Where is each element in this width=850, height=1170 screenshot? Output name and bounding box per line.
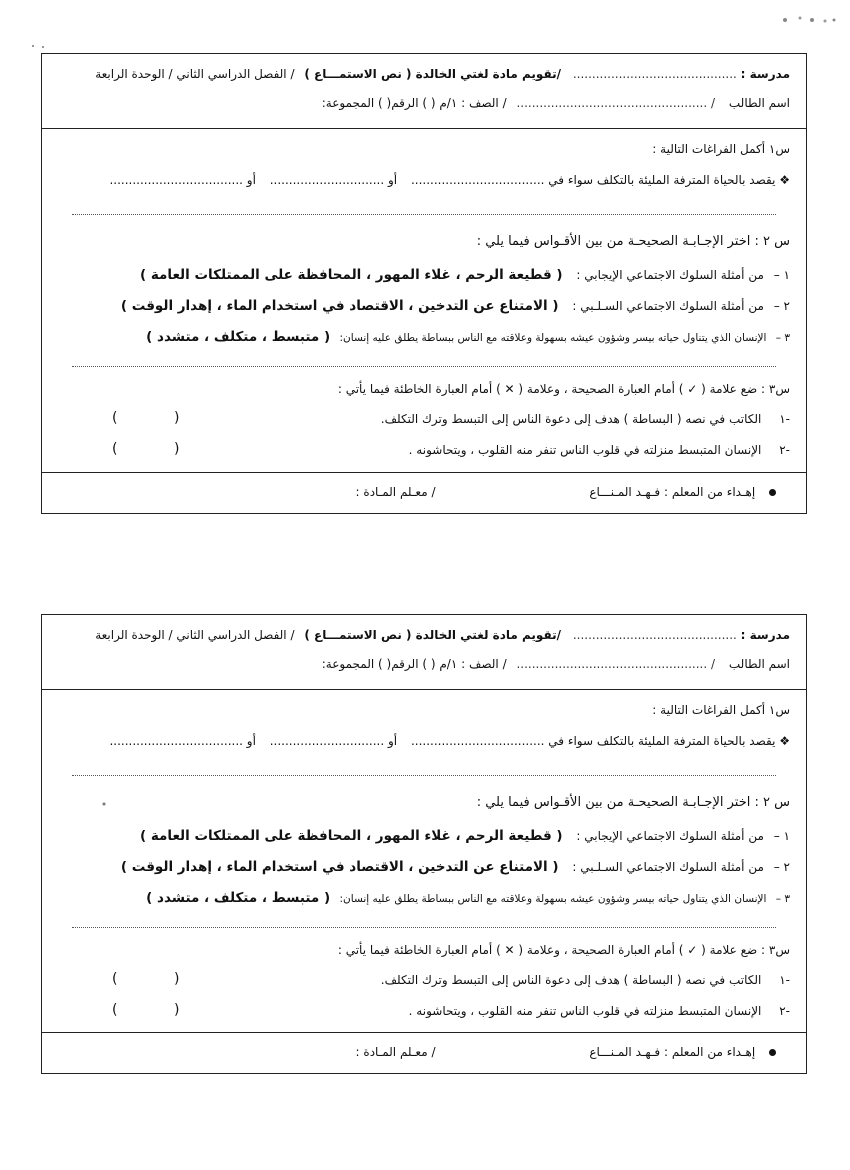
worksheet-title: /تقويم مادة لغتي الخالدة ( نص الاستمـــاع ) xyxy=(304,67,561,81)
q1-sentence: ❖ يقصد بالحياة المترفة المليئة بالتكلف سواء في ................................... xyxy=(410,173,790,187)
term-info: / الفصل الدراسي الثاني / الوحدة الرابعة xyxy=(95,628,295,642)
q1-title: س١ أكمل الفراغات التالية : xyxy=(652,703,790,717)
q2-title: س ٢ : اختر الإجـابـة الصحيحـة من بين الأقـواس فيما يلي : xyxy=(476,795,790,810)
answer-paren-open: ( xyxy=(174,971,180,987)
q1-sentence: ❖ يقصد بالحياة المترفة المليئة بالتكلف سواء في ................................... xyxy=(410,734,790,748)
student-name-label: اسم الطالب xyxy=(728,657,790,671)
q1-or-1: أو .............................. xyxy=(269,173,398,187)
q1-or-2: أو ................................... xyxy=(109,734,256,748)
class-info: / الصف : ١/م ( ) الرقم( ) المجموعة: xyxy=(321,96,507,110)
worksheet-top xyxy=(41,53,807,514)
q1-or-2: أو ................................... xyxy=(109,173,256,187)
q2-item: ١ – من أمثلة السلوك الاجتماعي الإيجابي : ( قطيعة الرحم ، غلاء المهور ، المحافظة على الممتلكات العامة ) xyxy=(139,828,790,844)
worksheet-bottom xyxy=(41,614,807,1074)
bullet-icon xyxy=(769,489,776,496)
answer-paren-close: ) xyxy=(112,971,118,987)
teacher-gift: إهـداء من المعلم : فـهـد المـنـــاع xyxy=(589,1045,756,1059)
answer-paren-close: ) xyxy=(112,410,118,426)
q3-title: س٣ : ضع علامة ( ✓ ) أمام العبارة الصحيحة ، وعلامة ( ✕ ) أمام العبارة الخاطئة فيما يأتي : xyxy=(337,382,790,396)
worksheet-title: /تقويم مادة لغتي الخالدة ( نص الاستمـــاع ) xyxy=(304,628,561,642)
divider xyxy=(72,775,776,776)
teacher-gift: إهـداء من المعلم : فـهـد المـنـــاع xyxy=(589,485,756,499)
school-dots: ........................................... xyxy=(572,628,737,642)
q3-item: -٢ الإنسان المتبسط منزلته في قلوب الناس تنفر منه القلوب ، ويتحاشونه . xyxy=(408,443,790,457)
q1-or-1: أو .............................. xyxy=(269,734,398,748)
answer-paren-close: ) xyxy=(112,1002,118,1018)
q2-choices: ( قطيعة الرحم ، غلاء المهور ، المحافظة على الممتلكات العامة ) xyxy=(139,267,563,283)
worksheet-header xyxy=(42,615,806,690)
term-info: / الفصل الدراسي الثاني / الوحدة الرابعة xyxy=(95,67,295,81)
answer-paren-open: ( xyxy=(174,410,180,426)
q2-choices: ( متبسط ، متكلف ، متشدد ) xyxy=(146,890,331,906)
divider xyxy=(72,366,776,367)
subject-teacher: / معـلم المـادة : xyxy=(355,1045,436,1059)
student-name-label: اسم الطالب xyxy=(728,96,790,110)
worksheet-footer xyxy=(42,1032,806,1073)
q2-choices: ( الامتناع عن التدخين ، الاقتصاد في استخدام الماء ، إهدار الوقت ) xyxy=(120,859,559,875)
subject-teacher: / معـلم المـادة : xyxy=(355,485,436,499)
bullet-icon xyxy=(769,1049,776,1056)
q2-title: س ٢ : اختر الإجـابـة الصحيحـة من بين الأقـواس فيما يلي : xyxy=(476,234,790,249)
q2-item: ٢ – من أمثلة السلوك الاجتماعي السـلـبي : ( الامتناع عن التدخين ، الاقتصاد في استخدام الماء ، إهدار الوقت ) xyxy=(120,859,790,875)
q2-choices: ( الامتناع عن التدخين ، الاقتصاد في استخدام الماء ، إهدار الوقت ) xyxy=(120,298,559,314)
q2-choices: ( متبسط ، متكلف ، متشدد ) xyxy=(146,329,331,345)
school-dots: ........................................... xyxy=(572,67,737,81)
answer-paren-open: ( xyxy=(174,441,180,457)
q1-title: س١ أكمل الفراغات التالية : xyxy=(652,142,790,156)
q3-item: -١ الكاتب في نصه ( البساطة ) هدف إلى دعوة الناس إلى التبسط وترك التكلف. xyxy=(380,412,790,426)
answer-paren-close: ) xyxy=(112,441,118,457)
worksheet-header xyxy=(42,54,806,129)
q3-item: -٢ الإنسان المتبسط منزلته في قلوب الناس تنفر منه القلوب ، ويتحاشونه . xyxy=(408,1004,790,1018)
q3-title: س٣ : ضع علامة ( ✓ ) أمام العبارة الصحيحة ، وعلامة ( ✕ ) أمام العبارة الخاطئة فيما يأتي : xyxy=(337,943,790,957)
student-name-dots: / .................................................. xyxy=(516,657,716,671)
worksheet-footer xyxy=(42,472,806,513)
q2-item: ٢ – من أمثلة السلوك الاجتماعي السـلـبي : ( الامتناع عن التدخين ، الاقتصاد في استخدام الماء ، إهدار الوقت ) xyxy=(120,298,790,314)
student-name-dots: / .................................................. xyxy=(516,96,716,110)
divider xyxy=(72,927,776,928)
q2-choices: ( قطيعة الرحم ، غلاء المهور ، المحافظة على الممتلكات العامة ) xyxy=(139,828,563,844)
q3-item: -١ الكاتب في نصه ( البساطة ) هدف إلى دعوة الناس إلى التبسط وترك التكلف. xyxy=(380,973,790,987)
school-label: مدرسة : xyxy=(740,628,790,642)
answer-paren-open: ( xyxy=(174,1002,180,1018)
divider xyxy=(72,214,776,215)
q2-item: ٣ – الإنسان الذي يتناول حياته بيسر وشؤون عيشه بسهولة وعلاقته مع الناس ببساطة يطلق عليه إنسان: ( متبسط ، متكلف ، متشدد ) xyxy=(146,329,790,345)
q2-item: ٣ – الإنسان الذي يتناول حياته بيسر وشؤون عيشه بسهولة وعلاقته مع الناس ببساطة يطلق عليه إنسان: ( متبسط ، متكلف ، متشدد ) xyxy=(146,890,790,906)
school-label: مدرسة : xyxy=(740,67,790,81)
class-info: / الصف : ١/م ( ) الرقم( ) المجموعة: xyxy=(321,657,507,671)
q2-item: ١ – من أمثلة السلوك الاجتماعي الإيجابي : ( قطيعة الرحم ، غلاء المهور ، المحافظة على الممتلكات العامة ) xyxy=(139,267,790,283)
